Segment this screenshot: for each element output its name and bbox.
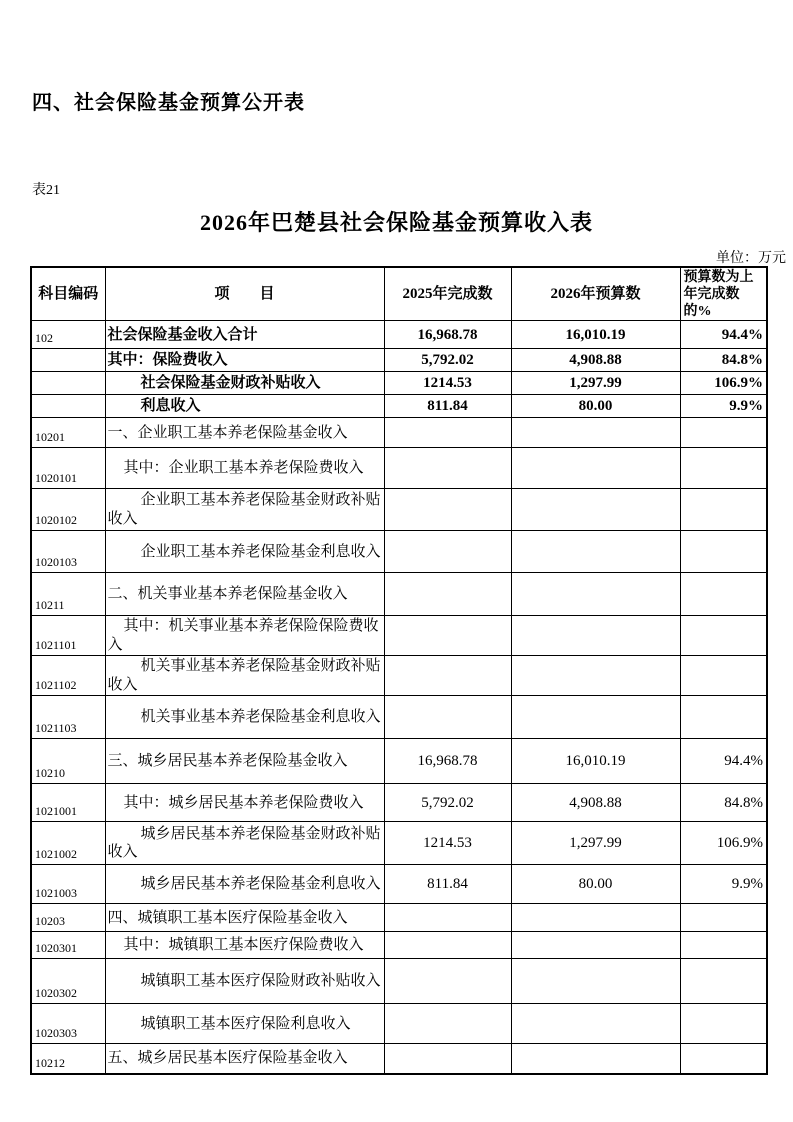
value-2025-cell: 16,968.78 — [384, 739, 511, 784]
value-2026-cell — [511, 448, 680, 489]
value-2025-cell — [384, 531, 511, 573]
value-2025-cell: 1214.53 — [384, 372, 511, 395]
value-2026-cell: 4,908.88 — [511, 349, 680, 372]
value-2026-cell: 80.00 — [511, 865, 680, 904]
subject-code-cell: 1021101 — [31, 616, 105, 656]
item-cell: 机关事业基本养老保险基金财政补贴收入 — [105, 656, 384, 696]
section-heading: 四、社会保险基金预算公开表 — [32, 92, 305, 114]
item-cell: 城乡居民基本养老保险基金利息收入 — [105, 865, 384, 904]
unit-note: 单位：万元 — [716, 251, 786, 266]
ratio-cell — [680, 489, 767, 531]
value-2025-cell — [384, 1044, 511, 1074]
value-2025-cell: 5,792.02 — [384, 349, 511, 372]
item-cell: 五、城乡居民基本医疗保险基金收入 — [105, 1044, 384, 1074]
table-row — [31, 321, 767, 349]
item-cell: 其中：城镇职工基本医疗保险费收入 — [105, 932, 384, 959]
budget-table — [30, 266, 768, 1075]
ratio-cell — [680, 573, 767, 616]
table-row — [31, 395, 767, 418]
item-cell: 三、城乡居民基本养老保险基金收入 — [105, 739, 384, 784]
item-cell: 利息收入 — [105, 395, 384, 418]
value-2026-cell — [511, 904, 680, 932]
table-row — [31, 822, 767, 865]
table-row — [31, 418, 767, 448]
subject-code-cell: 1020302 — [31, 959, 105, 1004]
item-cell: 一、企业职工基本养老保险基金收入 — [105, 418, 384, 448]
table-row — [31, 573, 767, 616]
table-row — [31, 784, 767, 822]
table-row — [31, 616, 767, 656]
item-cell: 其中：保险费收入 — [105, 349, 384, 372]
table-row — [31, 656, 767, 696]
table-label: 表21 — [32, 183, 60, 198]
subject-code-cell: 1020301 — [31, 932, 105, 959]
table-row — [31, 349, 767, 372]
subject-code-cell: 1021103 — [31, 696, 105, 739]
table-row — [31, 696, 767, 739]
col-header-2025-actual: 2025年完成数 — [384, 267, 511, 321]
table-row — [31, 1004, 767, 1044]
subject-code-cell: 10211 — [31, 573, 105, 616]
value-2025-cell — [384, 932, 511, 959]
subject-code-cell: 1020303 — [31, 1004, 105, 1044]
ratio-cell — [680, 656, 767, 696]
item-cell: 二、机关事业基本养老保险基金收入 — [105, 573, 384, 616]
value-2026-cell — [511, 1044, 680, 1074]
ratio-cell — [680, 904, 767, 932]
ratio-cell — [680, 616, 767, 656]
value-2026-cell: 4,908.88 — [511, 784, 680, 822]
ratio-cell: 106.9% — [680, 372, 767, 395]
value-2025-cell — [384, 616, 511, 656]
value-2026-cell: 16,010.19 — [511, 739, 680, 784]
col-header-budget-ratio: 预算数为上年完成数的% — [680, 267, 767, 321]
value-2026-cell — [511, 531, 680, 573]
ratio-cell — [680, 418, 767, 448]
value-2026-cell — [511, 1004, 680, 1044]
col-header-subject-code: 科目编码 — [31, 267, 105, 321]
ratio-cell: 84.8% — [680, 784, 767, 822]
value-2025-cell — [384, 1004, 511, 1044]
table-row — [31, 959, 767, 1004]
value-2025-cell: 5,792.02 — [384, 784, 511, 822]
table-row — [31, 531, 767, 573]
col-header-item: 项 目 — [105, 267, 384, 321]
value-2026-cell — [511, 959, 680, 1004]
value-2025-cell — [384, 448, 511, 489]
ratio-cell — [680, 932, 767, 959]
value-2026-cell: 1,297.99 — [511, 372, 680, 395]
value-2025-cell — [384, 418, 511, 448]
ratio-cell: 94.4% — [680, 321, 767, 349]
value-2026-cell — [511, 656, 680, 696]
ratio-cell — [680, 1004, 767, 1044]
item-cell: 社会保险基金收入合计 — [105, 321, 384, 349]
subject-code-cell: 1021002 — [31, 822, 105, 865]
table-row — [31, 448, 767, 489]
subject-code-cell: 102 — [31, 321, 105, 349]
value-2026-cell — [511, 489, 680, 531]
ratio-cell: 94.4% — [680, 739, 767, 784]
subject-code-cell — [31, 395, 105, 418]
subject-code-cell: 1021003 — [31, 865, 105, 904]
subject-code-cell: 10201 — [31, 418, 105, 448]
ratio-cell: 84.8% — [680, 349, 767, 372]
table-row — [31, 932, 767, 959]
value-2025-cell: 811.84 — [384, 395, 511, 418]
value-2026-cell — [511, 418, 680, 448]
subject-code-cell — [31, 349, 105, 372]
ratio-cell — [680, 448, 767, 489]
value-2025-cell — [384, 904, 511, 932]
subject-code-cell: 1021001 — [31, 784, 105, 822]
value-2025-cell — [384, 489, 511, 531]
item-cell: 其中：机关事业基本养老保险保险费收入 — [105, 616, 384, 656]
table-header-row — [31, 267, 767, 321]
value-2025-cell — [384, 696, 511, 739]
subject-code-cell: 1020103 — [31, 531, 105, 573]
value-2026-cell — [511, 696, 680, 739]
ratio-cell — [680, 1044, 767, 1074]
ratio-cell — [680, 959, 767, 1004]
ratio-cell: 9.9% — [680, 865, 767, 904]
subject-code-cell: 1020101 — [31, 448, 105, 489]
table-body — [31, 321, 767, 1074]
item-cell: 企业职工基本养老保险基金利息收入 — [105, 531, 384, 573]
value-2026-cell: 1,297.99 — [511, 822, 680, 865]
item-cell: 其中：企业职工基本养老保险费收入 — [105, 448, 384, 489]
subject-code-cell: 1021102 — [31, 656, 105, 696]
ratio-cell: 106.9% — [680, 822, 767, 865]
subject-code-cell: 1020102 — [31, 489, 105, 531]
item-cell: 城乡居民基本养老保险基金财政补贴收入 — [105, 822, 384, 865]
subject-code-cell — [31, 372, 105, 395]
subject-code-cell: 10203 — [31, 904, 105, 932]
value-2026-cell — [511, 573, 680, 616]
col-header-2026-budget: 2026年预算数 — [511, 267, 680, 321]
value-2026-cell: 80.00 — [511, 395, 680, 418]
value-2025-cell — [384, 656, 511, 696]
value-2026-cell — [511, 932, 680, 959]
value-2025-cell: 16,968.78 — [384, 321, 511, 349]
table-row — [31, 739, 767, 784]
value-2025-cell: 1214.53 — [384, 822, 511, 865]
table-row — [31, 372, 767, 395]
item-cell: 城镇职工基本医疗保险财政补贴收入 — [105, 959, 384, 1004]
table-row — [31, 904, 767, 932]
table-row — [31, 489, 767, 531]
item-cell: 社会保险基金财政补贴收入 — [105, 372, 384, 395]
value-2026-cell: 16,010.19 — [511, 321, 680, 349]
subject-code-cell: 10212 — [31, 1044, 105, 1074]
ratio-cell — [680, 531, 767, 573]
item-cell: 企业职工基本养老保险基金财政补贴收入 — [105, 489, 384, 531]
table-title: 2026年巴楚县社会保险基金预算收入表 — [199, 210, 593, 235]
ratio-cell — [680, 696, 767, 739]
table-row — [31, 865, 767, 904]
ratio-cell: 9.9% — [680, 395, 767, 418]
value-2025-cell — [384, 573, 511, 616]
item-cell: 城镇职工基本医疗保险利息收入 — [105, 1004, 384, 1044]
item-cell: 机关事业基本养老保险基金利息收入 — [105, 696, 384, 739]
value-2025-cell — [384, 959, 511, 1004]
table-row — [31, 1044, 767, 1074]
item-cell: 四、城镇职工基本医疗保险基金收入 — [105, 904, 384, 932]
value-2026-cell — [511, 616, 680, 656]
subject-code-cell: 10210 — [31, 739, 105, 784]
item-cell: 其中：城乡居民基本养老保险费收入 — [105, 784, 384, 822]
value-2025-cell: 811.84 — [384, 865, 511, 904]
